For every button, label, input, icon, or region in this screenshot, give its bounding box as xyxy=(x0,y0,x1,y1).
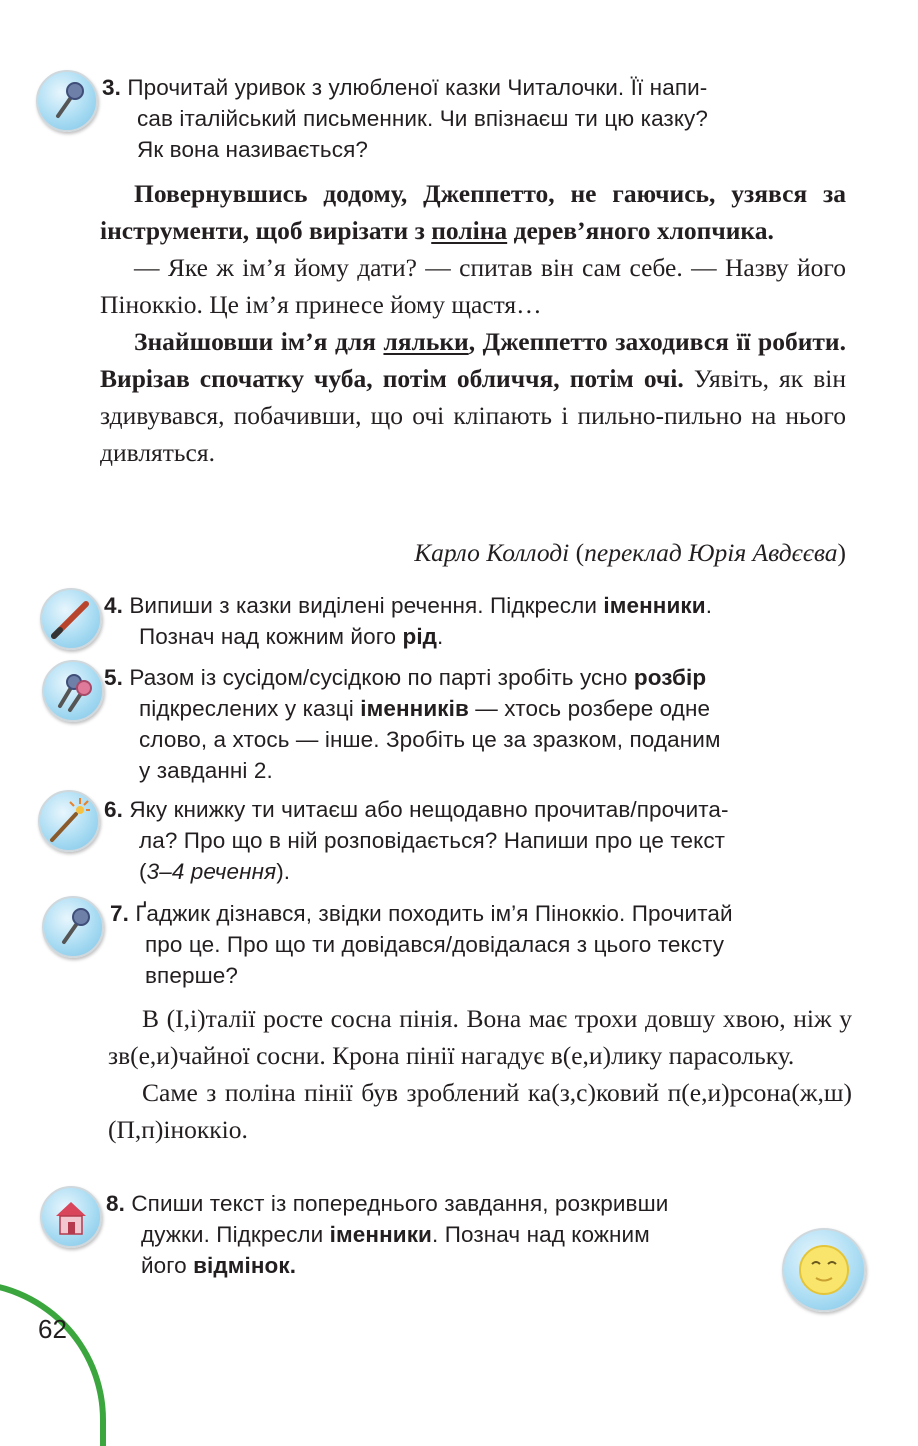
author: Карло Коллоді xyxy=(414,538,570,567)
task-text: про це. Про що ти довідався/довідалася з цього тексту xyxy=(145,932,725,957)
page-corner-decoration xyxy=(0,1280,106,1446)
house-icon xyxy=(40,1186,102,1248)
bold-term: рід xyxy=(402,624,438,649)
bold-text: дерев’яного хлопчика. xyxy=(507,216,774,245)
paren: ) xyxy=(837,538,846,567)
exercise-text xyxy=(108,1000,852,1148)
task-number: 5. xyxy=(104,665,123,690)
story-paragraph: — Яке ж ім’я йому дати? — спитав він сам себе. — Назву його Піноккіо. Це ім’я принесе йому щастя… xyxy=(100,253,846,319)
task-7 xyxy=(110,898,854,991)
task-text: Разом із сусідом/сусідкою по парті зробіть усно xyxy=(129,665,634,690)
exercise-paragraph: В (І,і)талії росте сосна пінія. Вона має трохи довшу хвою, ніж у зв(е,и)чайної сосни. Крона пінії нагадує в(е,и)лику парасольку. xyxy=(108,1004,852,1070)
pen-icon xyxy=(40,588,102,650)
underlined-noun: ляльки xyxy=(383,327,469,356)
bold-text: Знайшовши ім’я для xyxy=(134,327,384,356)
paren: ( xyxy=(569,538,585,567)
task-4 xyxy=(104,590,848,652)
story-paragraph xyxy=(100,175,846,249)
task-number: 6. xyxy=(104,797,123,822)
task-text: Ґаджик дізнався, звідки походить ім’я Піноккіо. Прочитай xyxy=(135,901,733,926)
task-6 xyxy=(104,794,852,887)
bold-term: відмінок. xyxy=(193,1253,297,1278)
task-text: . Познач над кожним xyxy=(432,1222,650,1247)
task-text: вперше? xyxy=(145,963,238,988)
italic-text: 3–4 речення xyxy=(146,859,277,884)
task-text: ). xyxy=(276,859,291,884)
task-text: у завданні 2. xyxy=(139,758,273,783)
task-text: ( xyxy=(139,859,147,884)
task-number: 8. xyxy=(106,1191,125,1216)
task-text: . xyxy=(437,624,444,649)
task-text: Випиши з казки виділені речення. Підкресли xyxy=(129,593,604,618)
task-text: Яку книжку ти читаєш або нещодавно прочитав/прочита- xyxy=(129,797,729,822)
task-text: Прочитай уривок з улюбленої казки Читалочки. Її напи- xyxy=(127,75,708,100)
task-text: його xyxy=(141,1253,194,1278)
story-excerpt xyxy=(100,175,846,471)
task-3 xyxy=(102,72,847,165)
task-text: сав італійський письменник. Чи впізнаєш ти цю казку? xyxy=(137,106,709,131)
task-number: 7. xyxy=(110,901,129,926)
bold-text: Повернувшись додому, Джеппетто, не гаючись, узявся за інструменти, щоб вирізати з xyxy=(100,179,846,245)
underlined-noun: поліна xyxy=(431,216,508,245)
story-paragraph xyxy=(100,323,846,471)
bold-term: іменники xyxy=(329,1222,432,1247)
story-text: Уявіть, як він здивувався, побачивши, що очі кліпають і пильно-пильно на нього дивляться. xyxy=(100,364,846,467)
task-text: ла? Про що в ній розповідається? Напиши про це текст xyxy=(139,828,726,853)
task-text: Познач над кожним його xyxy=(139,624,403,649)
magic-wand-icon xyxy=(38,790,100,852)
two-microphones-icon xyxy=(42,660,104,722)
task-text: дужки. Підкресли xyxy=(141,1222,330,1247)
smiley-face-icon xyxy=(782,1228,866,1312)
task-5 xyxy=(104,662,852,786)
exercise-paragraph: Саме з поліна пінії був зроблений ка(з,с)ковий п(е,и)рсона(ж,ш) (П,п)іноккіо. xyxy=(108,1078,852,1144)
translator: переклад Юрія Авдєєва xyxy=(584,538,838,567)
task-text: підкреслених у казці xyxy=(139,696,361,721)
bold-term: іменників xyxy=(360,696,469,721)
microphone-icon xyxy=(36,70,98,132)
microphone-icon xyxy=(42,896,104,958)
task-text: — хтось розбере одне xyxy=(468,696,711,721)
task-text: слово, а хтось — інше. Зробіть це за зразком, поданим xyxy=(139,727,721,752)
task-number: 3. xyxy=(102,75,121,100)
bold-term: розбір xyxy=(633,665,707,690)
task-8 xyxy=(106,1188,854,1281)
bold-term: іменники xyxy=(603,593,706,618)
task-number: 4. xyxy=(104,593,123,618)
bold-text: , Джеппетто заходився її робити. Вирізав спочатку чуба, потім обличчя, потім очі. xyxy=(100,327,846,393)
attribution xyxy=(414,534,846,571)
page-number: 62 xyxy=(38,1314,67,1344)
task-text: . xyxy=(705,593,713,618)
task-text: Спиши текст із попереднього завдання, розкривши xyxy=(131,1191,669,1216)
task-text: Як вона називається? xyxy=(137,137,368,162)
